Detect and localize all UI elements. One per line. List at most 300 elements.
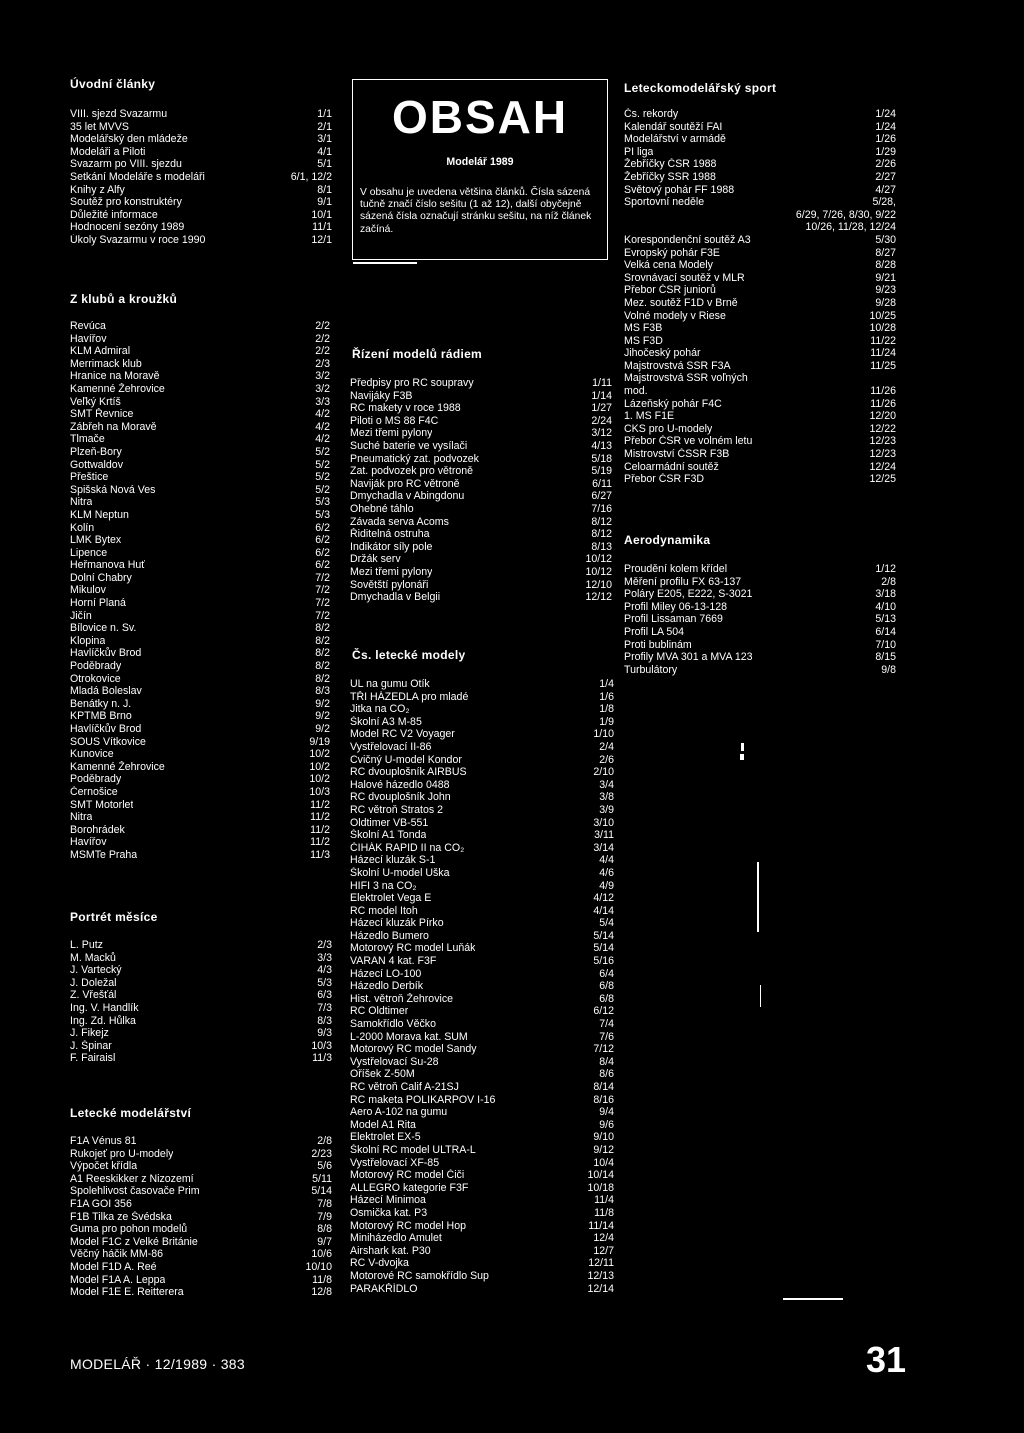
item-title: Kalendář soutěží FAI — [624, 120, 723, 133]
item-page-ref: 4/10 — [875, 600, 896, 613]
list-item — [624, 435, 896, 448]
item-title: Modelářství v armádě — [624, 133, 726, 146]
item-title: Modeláři a Piloti — [70, 145, 146, 158]
item-page-ref: 9/4 — [599, 1106, 614, 1119]
item-page-ref: 2/6 — [599, 753, 614, 766]
item-title: Tlmače — [70, 433, 105, 446]
list-item — [624, 196, 896, 209]
item-page-ref: 9/28 — [875, 296, 896, 309]
item-page-ref: 3/8 — [599, 791, 614, 804]
item-page-ref: 1/8 — [599, 703, 614, 716]
item-page-ref: 11/14 — [588, 1219, 614, 1232]
list-item — [350, 754, 614, 767]
intro-list — [70, 108, 332, 247]
list-item — [350, 703, 614, 716]
list-item — [350, 1220, 614, 1233]
item-page-ref: 5/2 — [315, 458, 330, 471]
item-title: Klopina — [70, 634, 106, 647]
item-page-ref: 8/15 — [875, 651, 896, 664]
item-page-ref: 5/28, — [872, 196, 896, 209]
item-title: Sportovní neděle — [624, 196, 705, 209]
item-page-ref: 3/12 — [591, 427, 612, 440]
item-title: Samokřídlo Věčko — [350, 1018, 436, 1031]
list-item — [350, 440, 612, 453]
item-title: Profil Miley 06-13-128 — [624, 600, 728, 613]
item-page-ref: 2/8 — [881, 575, 896, 588]
item-page-ref: 4/9 — [599, 879, 614, 892]
item-title: Havlíčkův Brod — [70, 647, 142, 660]
item-title: Motorový RC model Luňák — [350, 942, 476, 955]
item-page-ref: 2/2 — [315, 320, 330, 332]
item-title: Měření profilu FX 63-137 — [624, 575, 742, 588]
item-title: Model F1C z Velké Británie — [70, 1235, 198, 1248]
item-page-ref: 12/12 — [585, 591, 612, 604]
item-title: Gottwaldov — [70, 458, 123, 471]
item-page-ref: 8/12 — [591, 528, 612, 541]
item-page-ref: 9/8 — [881, 663, 896, 676]
list-item — [70, 1173, 332, 1186]
item-page-ref: 2/1 — [317, 120, 332, 133]
list-item — [70, 559, 330, 572]
list-item — [624, 335, 896, 348]
item-page-ref: 11/3 — [310, 848, 330, 861]
item-page-ref: 11/26 — [870, 397, 896, 410]
item-page-ref: 3/3 — [315, 395, 330, 408]
list-item — [70, 786, 330, 799]
list-item — [624, 284, 896, 297]
item-title: KLM Neptun — [70, 508, 129, 521]
item-title: Čs. rekordy — [624, 108, 679, 120]
item-page-ref: 7/4 — [599, 1018, 614, 1031]
section-title-czech: Čs. letecké modely — [352, 648, 466, 662]
list-item — [350, 955, 614, 968]
item-title: Školní A1 Tonda — [350, 829, 427, 842]
item-page-ref: 5/2 — [315, 445, 330, 458]
item-page-ref: 2/26 — [875, 158, 896, 171]
section-title-intro: Úvodní články — [70, 77, 156, 91]
list-item — [70, 184, 332, 197]
item-page-ref: 8/14 — [593, 1081, 614, 1093]
list-item — [350, 415, 612, 428]
item-title: Plzeň-Bory — [70, 445, 122, 458]
item-page-ref: 8/2 — [315, 634, 330, 647]
list-item — [70, 723, 330, 736]
item-title: Přebor ČSR ve volném letu — [624, 435, 753, 448]
list-item — [70, 171, 332, 184]
list-item — [624, 448, 896, 461]
item-title: SMT Řevnice — [70, 408, 134, 421]
list-item — [350, 892, 614, 905]
item-title: Havířov — [70, 836, 107, 849]
list-item — [350, 1144, 614, 1157]
item-page-ref: 3/2 — [315, 382, 330, 395]
list-item — [624, 322, 896, 335]
list-item — [350, 817, 614, 830]
item-page-ref: 1/12 — [875, 563, 896, 575]
item-title: CKS pro U-modely — [624, 422, 713, 435]
list-item — [624, 473, 896, 486]
item-title: Hodnocení sezóny 1989 — [70, 221, 185, 234]
item-page-ref: 7/2 — [315, 609, 330, 622]
item-title: Z. Vřešťál — [70, 989, 117, 1002]
item-page-ref: 1/6 — [599, 690, 614, 703]
list-item — [70, 1248, 332, 1261]
list-item — [70, 383, 330, 396]
item-page-ref: 4/6 — [599, 866, 614, 879]
item-page-ref: 9/23 — [875, 284, 896, 297]
item-page-ref: 12/13 — [587, 1269, 614, 1282]
item-title: Jičín — [70, 609, 92, 622]
item-title: Revúca — [70, 320, 106, 332]
item-title: SMT Motorlet — [70, 798, 134, 811]
item-title: Merrimack klub — [70, 357, 142, 370]
item-page-ref: 9/6 — [599, 1118, 614, 1131]
item-page-ref: 5/2 — [315, 471, 330, 484]
item-title: Evropský pohár F3E — [624, 246, 720, 259]
item-title: Vystřelovací II-86 — [350, 740, 432, 753]
item-title: Model F1D A. Reé — [70, 1260, 157, 1273]
item-title: KLM Admiral — [70, 345, 131, 358]
item-title: A1 Reeskikker z Nizozemí — [70, 1172, 194, 1185]
item-title: Svazarm po VIII. sjezdu — [70, 158, 182, 171]
item-page-ref: 5/1 — [317, 158, 332, 171]
item-title: ALLEGRO kategorie F3F — [350, 1181, 469, 1194]
item-title: Poděbrady — [70, 773, 122, 786]
item-page-ref: 5/19 — [591, 465, 612, 478]
item-title: Dmychadla v Belgii — [350, 591, 441, 604]
item-title: Pneumatický zat. podvozek — [350, 452, 479, 465]
item-title: Elektrolet EX-5 — [350, 1131, 421, 1144]
item-title: Indikátor síly pole — [350, 540, 433, 553]
item-page-ref: 6/2 — [315, 559, 330, 572]
list-item — [70, 522, 330, 535]
list-item — [70, 1160, 332, 1173]
item-title: Jitka na CO₂ — [350, 703, 410, 716]
item-title: Kolín — [70, 521, 95, 534]
item-title: F1A GOI 356 — [70, 1197, 132, 1210]
list-item — [70, 660, 330, 673]
item-title: Dolní Chabry — [70, 571, 132, 584]
item-title: Srovnávací soutěž v MLR — [624, 271, 745, 284]
print-mark — [783, 1298, 843, 1300]
item-title: Naviják pro RC větroně — [350, 477, 460, 490]
item-title: Motorový RC model Čiči — [350, 1169, 465, 1182]
item-title: Házedlo Bumero — [350, 929, 429, 942]
item-page-ref: 10/12 — [585, 565, 612, 578]
list-item — [350, 503, 612, 516]
item-title: Model A1 Rita — [350, 1118, 416, 1131]
item-title: Motorový RC model Hop — [350, 1219, 466, 1232]
list-item — [70, 1286, 332, 1299]
list-item — [350, 1245, 614, 1258]
list-item — [70, 408, 330, 421]
list-item — [350, 1283, 614, 1296]
item-page-ref: 9/10 — [593, 1131, 614, 1144]
list-item — [70, 471, 330, 484]
item-title: Horní Planá — [70, 597, 126, 610]
item-page-ref: 2/2 — [315, 332, 330, 345]
item-title: Mez. soutěž F1D v Brně — [624, 296, 738, 309]
item-title: Majstrovstvá SSR F3A — [624, 359, 731, 372]
section-title-portrait: Portrét měsíce — [70, 910, 158, 924]
item-page-ref: 11/8 — [594, 1206, 614, 1219]
list-item — [350, 528, 612, 541]
item-title: VARAN 4 kat. F3F — [350, 955, 437, 968]
list-item — [350, 1232, 614, 1245]
item-page-ref: 2/27 — [875, 170, 896, 183]
item-title: L. Putz — [70, 939, 103, 951]
item-title: Sovětští pylonáři — [350, 578, 429, 591]
item-page-ref: 8/2 — [315, 622, 330, 635]
item-page-ref: 9/12 — [593, 1143, 614, 1156]
list-item — [70, 584, 330, 597]
list-item — [350, 579, 612, 592]
item-page-ref: 1/11 — [592, 377, 612, 389]
item-title: Suché baterie ve vysílači — [350, 439, 468, 452]
item-page-ref: 12/1 — [311, 233, 332, 246]
item-page-ref: 5/3 — [315, 508, 330, 521]
item-page-ref: 11/2 — [310, 823, 330, 836]
item-page-ref: 12/20 — [869, 410, 896, 423]
item-page-ref: 10/2 — [309, 760, 330, 773]
item-title: Jihočeský pohár — [624, 347, 701, 360]
item-title: Zat. podvozek pro větroně — [350, 465, 474, 478]
list-item — [350, 1018, 614, 1031]
list-item — [70, 459, 330, 472]
list-item — [70, 1185, 332, 1198]
item-title: Závada serva Acoms — [350, 515, 449, 528]
item-page-ref: 11/22 — [870, 334, 896, 347]
aero-list — [624, 563, 896, 676]
item-page-ref: 10/6 — [311, 1248, 332, 1261]
item-page-ref: 8/1 — [317, 183, 332, 196]
item-title: 1. MS F1E — [624, 410, 675, 423]
item-page-ref: 5/13 — [875, 613, 896, 626]
item-title: TŘI HÁZEDLA pro mladé — [350, 690, 469, 703]
item-title: Mistrovství ČSSR F3B — [624, 448, 730, 461]
list-item — [350, 854, 614, 867]
item-page-ref: 9/19 — [309, 735, 330, 748]
list-item — [70, 761, 330, 774]
list-item — [70, 572, 330, 585]
item-page-ref: 6/27 — [591, 490, 612, 503]
item-title: RC Oldtimer — [350, 1005, 409, 1018]
list-item — [70, 1135, 332, 1148]
item-page-ref: 8/3 — [317, 1014, 332, 1027]
item-title: Rukojeť pro U-modely — [70, 1147, 174, 1160]
list-item — [624, 613, 896, 626]
list-item — [350, 930, 614, 943]
list-item — [624, 601, 896, 614]
item-page-ref: 5/14 — [311, 1185, 332, 1198]
item-title: Motorové RC samokřídlo Sup — [350, 1269, 489, 1282]
item-page-ref: 8/6 — [599, 1068, 614, 1081]
item-page-ref: 12/24 — [869, 460, 896, 473]
print-mark — [760, 985, 761, 1007]
item-page-ref: 8/12 — [591, 515, 612, 528]
item-title: Soutěž pro konstruktéry — [70, 196, 182, 209]
list-item — [350, 1106, 614, 1119]
item-title: Lázeňský pohár F4C — [624, 397, 722, 410]
item-page-ref: 4/14 — [593, 904, 614, 917]
item-page-ref: 8/16 — [593, 1093, 614, 1106]
item-page-ref: 7/2 — [315, 584, 330, 597]
item-title: Školní RC model ULTRA-L — [350, 1143, 476, 1156]
item-page-ref: 4/2 — [315, 420, 330, 433]
list-item — [70, 333, 330, 346]
list-item — [70, 698, 330, 711]
list-item — [70, 196, 332, 209]
item-page-ref: 1/26 — [875, 133, 896, 146]
czech-list — [350, 678, 614, 1295]
item-page-ref: 5/18 — [591, 452, 612, 465]
item-page-ref: 8/2 — [315, 672, 330, 685]
item-page-ref: 3/1 — [317, 133, 332, 146]
list-item — [624, 297, 896, 310]
item-page-ref: 7/6 — [599, 1030, 614, 1043]
item-title: Ing. V. Handlík — [70, 1001, 139, 1014]
section-title-flying: Letecké modelářství — [70, 1106, 192, 1120]
contents-subtitle: Modelář 1989 — [446, 156, 514, 168]
item-page-ref: 8/27 — [875, 246, 896, 259]
list-item — [350, 478, 612, 491]
list-item — [70, 209, 332, 222]
list-item — [70, 647, 330, 660]
item-title: Aero A-102 na gumu — [350, 1106, 448, 1119]
item-page-ref: 12/23 — [869, 448, 896, 461]
list-item — [624, 221, 896, 234]
item-page-ref: 10/2 — [309, 773, 330, 786]
list-item — [70, 446, 330, 459]
list-item — [350, 1257, 614, 1270]
list-item — [350, 968, 614, 981]
list-item — [624, 398, 896, 411]
item-page-ref: 7/12 — [593, 1043, 614, 1056]
item-title: Dmychadla v Abingdonu — [350, 490, 465, 503]
list-item — [350, 1068, 614, 1081]
list-item — [350, 917, 614, 930]
item-page-ref: 1/24 — [875, 108, 896, 120]
box-underline — [353, 262, 417, 264]
item-page-ref: 11/2 — [310, 811, 330, 824]
item-page-ref: 5/30 — [875, 233, 896, 246]
item-title: Kamenné Žehrovice — [70, 760, 165, 773]
item-page-ref: 10/14 — [587, 1169, 614, 1182]
list-item — [70, 685, 330, 698]
item-page-ref: 5/14 — [593, 929, 614, 942]
item-title: Nitra — [70, 496, 93, 509]
item-title: Nitra — [70, 811, 93, 824]
list-item — [624, 272, 896, 285]
item-page-ref: 6/14 — [875, 625, 896, 638]
item-page-ref: 8/8 — [317, 1223, 332, 1236]
list-item — [70, 534, 330, 547]
item-page-ref: 8/4 — [599, 1055, 614, 1068]
item-page-ref: 1/24 — [875, 120, 896, 133]
item-title: Žebříčky SSR 1988 — [624, 170, 716, 183]
item-title: Úkoly Svazarmu v roce 1990 — [70, 233, 206, 246]
item-title: Světový pohár FF 1988 — [624, 183, 735, 196]
list-item — [70, 1261, 332, 1274]
list-item — [624, 158, 896, 171]
item-page-ref: 4/2 — [315, 408, 330, 421]
item-title: Guma pro pohon modelů — [70, 1223, 188, 1236]
list-item — [624, 360, 896, 373]
item-title: Házecí Minimoa — [350, 1194, 426, 1207]
item-page-ref: 7/2 — [315, 571, 330, 584]
list-item — [70, 849, 330, 862]
item-page-ref: 10/3 — [309, 785, 330, 798]
item-title: MSMTe Praha — [70, 848, 138, 861]
list-item — [70, 939, 332, 952]
item-title: Korespondenční soutěž A3 — [624, 233, 751, 246]
print-mark — [741, 743, 744, 751]
item-title: Důležité informace — [70, 208, 158, 221]
list-item — [350, 842, 614, 855]
list-item — [624, 347, 896, 360]
item-page-ref: 5/11 — [312, 1172, 332, 1185]
item-title: Benátky n. J. — [70, 697, 132, 710]
list-item — [350, 390, 612, 403]
item-page-ref: 11/3 — [312, 1052, 332, 1065]
list-item — [624, 234, 896, 247]
item-title: Volné modely v Riese — [624, 309, 726, 322]
item-page-ref: 10/1 — [311, 208, 332, 221]
list-item — [624, 461, 896, 474]
list-item — [350, 980, 614, 993]
item-page-ref: 6/4 — [599, 967, 614, 980]
list-item — [70, 964, 332, 977]
item-title: Vystřelovací Su-28 — [350, 1055, 439, 1068]
item-page-ref: 6/2 — [315, 546, 330, 559]
item-title: F1B Tilka ze Švédska — [70, 1210, 172, 1223]
item-title: J. Špinar — [70, 1039, 112, 1052]
item-title: MS F3B — [624, 322, 663, 335]
item-title: Havlíčkův Brod — [70, 723, 142, 735]
list-item — [350, 453, 612, 466]
item-title: Heřmanova Huť — [70, 559, 146, 572]
contents-title: OBSAH — [391, 91, 569, 143]
section-title-sport: Leteckomodelářský sport — [624, 81, 777, 95]
item-page-ref: 6/29, 7/26, 8/30, 9/22 — [795, 208, 896, 221]
item-title: MS F3D — [624, 334, 663, 347]
item-title: RC makety v roce 1988 — [350, 402, 461, 415]
item-page-ref: 3/18 — [875, 588, 896, 601]
item-page-ref: 12/7 — [593, 1244, 614, 1257]
item-page-ref: 4/1 — [317, 145, 332, 158]
item-title: Spišská Nová Ves — [70, 483, 156, 496]
list-item — [624, 588, 896, 601]
item-title: Házedlo Derbík — [350, 980, 424, 993]
list-item — [350, 1081, 614, 1094]
list-item — [624, 121, 896, 134]
item-page-ref: 1/29 — [875, 145, 896, 158]
item-title: Kunovice — [70, 748, 114, 761]
section-title-radio: Řízení modelů rádiem — [352, 347, 483, 361]
item-title: Profil Lissaman 7669 — [624, 613, 723, 626]
item-page-ref: 4/4 — [599, 854, 614, 867]
list-item — [70, 221, 332, 234]
item-title: Kamenné Žehrovice — [70, 382, 165, 395]
list-item — [70, 1274, 332, 1287]
list-item — [624, 209, 896, 222]
list-item — [624, 146, 896, 159]
list-item — [70, 496, 330, 509]
item-title: Proti bublinám — [624, 638, 692, 651]
item-title: 35 let MVVS — [70, 120, 129, 133]
item-title: HIFI 3 na CO₂ — [350, 879, 417, 892]
item-page-ref: 7/9 — [317, 1210, 332, 1223]
